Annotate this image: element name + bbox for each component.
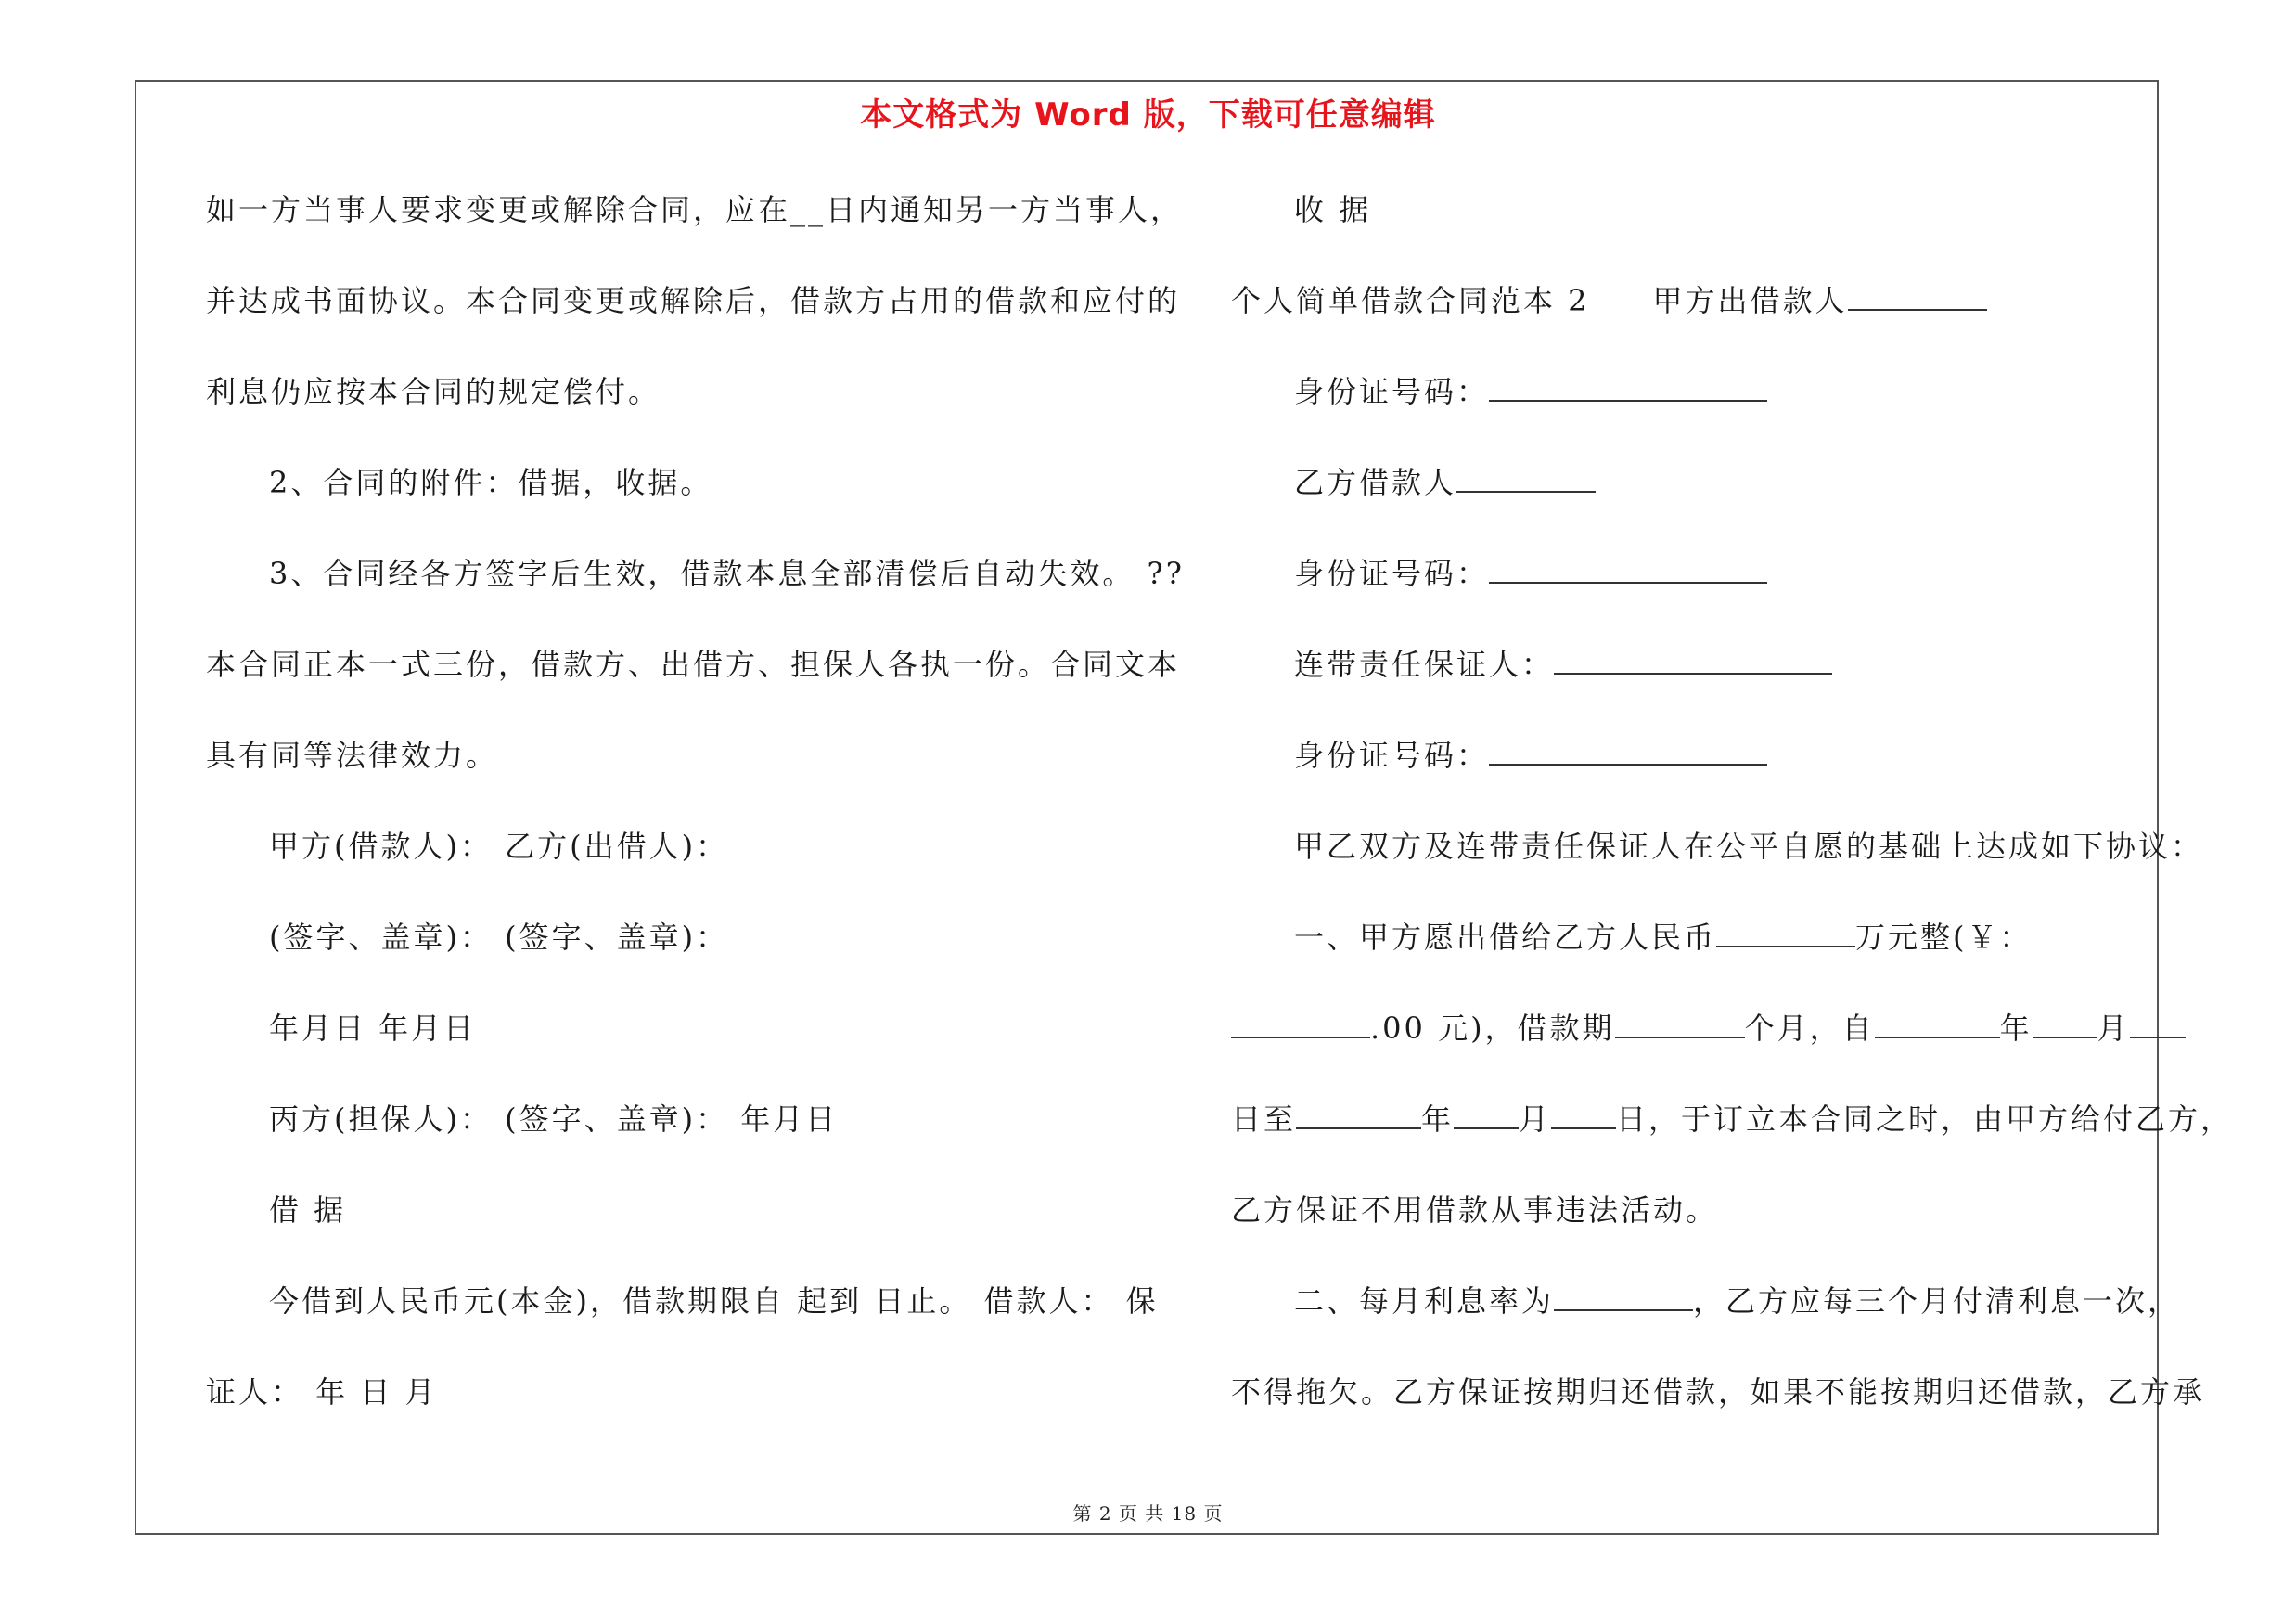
clause-text: .00 元)，借款期 xyxy=(1370,1011,1615,1046)
clause-1-line: 乙方保证不用借款从事违法活动。 xyxy=(1231,1192,1719,1228)
clause-text: 月 xyxy=(1519,1101,1552,1137)
format-banner: 本文格式为 Word 版，下载可任意编辑 xyxy=(860,97,1436,134)
left-column xyxy=(206,182,1185,1455)
borrower-label: 乙方借款人 xyxy=(1294,465,1457,500)
clause-text: ，乙方应每三个月付清利息一次， xyxy=(1693,1283,2181,1319)
text-line: 甲方(借款人)： 乙方(出借人)： xyxy=(269,829,729,864)
text-line: 丙方(担保人)： (签字、盖章)： 年月日 xyxy=(269,1101,839,1137)
term-blank xyxy=(1615,1003,1745,1038)
guarantor-blank xyxy=(1554,639,1832,675)
clause-text: 日，于订立本合同之时，由甲方给付乙方， xyxy=(1616,1101,2234,1137)
id-label: 身份证号码： xyxy=(1294,374,1490,409)
borrower-blank xyxy=(1456,457,1596,493)
receipt-title: 收 据 xyxy=(1294,192,1372,227)
contract-title-line xyxy=(1231,273,2159,364)
clause-text: 月 xyxy=(2097,1011,2130,1046)
right-column xyxy=(1231,182,2234,1455)
lender-blank xyxy=(1848,276,1987,311)
year-blank xyxy=(1296,1094,1421,1129)
borrower-line xyxy=(1231,455,2159,546)
clause-text: 年 xyxy=(1999,1011,2033,1046)
clause-text: 万元整(￥： xyxy=(1855,920,2033,955)
day-blank xyxy=(2130,1003,2186,1038)
clause-1-line xyxy=(1231,909,2159,1000)
text-line: 本合同正本一式三份，借款方、出借方、担保人各执一份。合同文本 xyxy=(206,647,1181,682)
text-line: 3、合同经各方签字后生效，借款本息全部清偿后自动失效。 ?? xyxy=(269,556,1185,591)
guarantor-line xyxy=(1231,637,2159,728)
text-line: 今借到人民币元(本金)，借款期限自 起到 日止。 借款人： 保 xyxy=(269,1283,1159,1319)
id-blank xyxy=(1489,548,1767,584)
text-line: 并达成书面协议。本合同变更或解除后，借款方占用的借款和应付的 xyxy=(206,283,1181,318)
text-line: 2、合同的附件：借据，收据。 xyxy=(269,465,713,500)
month-blank xyxy=(1454,1094,1519,1129)
id-line xyxy=(1231,728,2159,818)
clause-1-line xyxy=(1231,1000,2159,1091)
clause-text: 一、甲方愿出借给乙方人民币 xyxy=(1294,920,1717,955)
amount-figure-blank xyxy=(1231,1003,1370,1038)
id-label: 身份证号码： xyxy=(1294,556,1490,591)
page-number: 第 2 页 共 18 页 xyxy=(1072,1502,1224,1525)
lender-label: 甲方出借款人 xyxy=(1652,283,1848,318)
text-line: 利息仍应按本合同的规定偿付。 xyxy=(206,374,661,409)
amount-blank xyxy=(1716,912,1855,947)
clause-text: 二、每月利息率为 xyxy=(1294,1283,1555,1319)
id-label: 身份证号码： xyxy=(1294,738,1490,773)
id-blank xyxy=(1489,367,1767,402)
clause-2-line xyxy=(1231,1273,2181,1364)
clause-2-line: 不得拖欠。乙方保证按期归还借款，如果不能按期归还借款，乙方承 xyxy=(1231,1374,2206,1410)
guarantor-label: 连带责任保证人： xyxy=(1294,647,1555,682)
agreement-intro: 甲乙双方及连带责任保证人在公平自愿的基础上达成如下协议： xyxy=(1294,829,2204,864)
text-line: (签字、盖章)： (签字、盖章)： xyxy=(269,920,729,955)
interest-rate-blank xyxy=(1554,1276,1693,1311)
text-line: 年月日 年月日 xyxy=(269,1011,477,1046)
day-blank xyxy=(1551,1094,1616,1129)
clause-1-line xyxy=(1231,1091,2234,1182)
contract-title: 个人简单借款合同范本 2 xyxy=(1231,283,1590,318)
clause-text: 年 xyxy=(1421,1101,1455,1137)
text-line: 证人： 年 日 月 xyxy=(206,1374,438,1410)
month-blank xyxy=(2033,1003,2097,1038)
id-line xyxy=(1231,546,2159,637)
text-line: 借 据 xyxy=(269,1192,347,1228)
clause-text: 个月，自 xyxy=(1744,1011,1875,1046)
text-line: 如一方当事人要求变更或解除合同，应在__日内通知另一方当事人， xyxy=(206,192,1184,227)
clause-text: 日至 xyxy=(1231,1101,1297,1137)
id-blank xyxy=(1489,730,1767,766)
id-line xyxy=(1231,364,2159,455)
year-blank xyxy=(1875,1003,2000,1038)
text-line: 具有同等法律效力。 xyxy=(206,738,499,773)
